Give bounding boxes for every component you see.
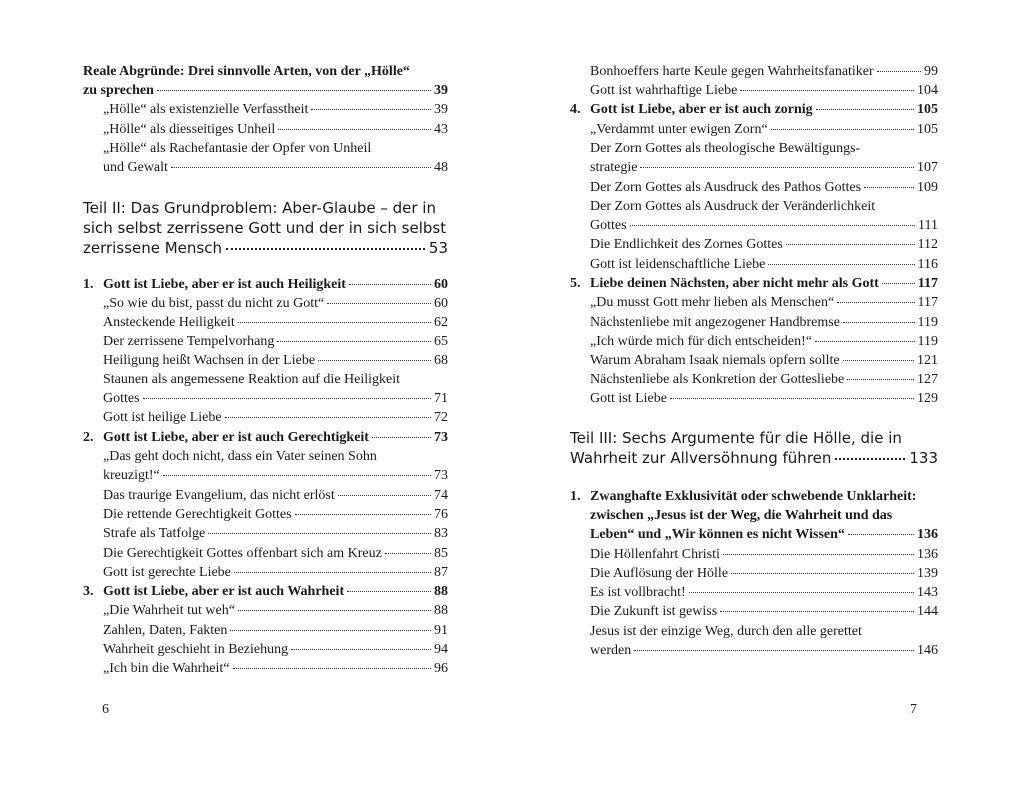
toc-entry-title: Ansteckende Heiligkeit <box>103 315 235 330</box>
toc-entry-page: 60 <box>434 296 448 311</box>
toc-entry-page: 129 <box>917 391 938 406</box>
toc-entry <box>103 158 448 177</box>
toc-entry-title: Die Gerechtigkeit Gottes offenbart sich am Kreuz <box>103 546 382 561</box>
toc-entry-page: 112 <box>917 237 938 252</box>
toc-entry-title: Gott ist heilige Liebe <box>103 410 222 425</box>
toc-entry-title: Wahrheit geschieht in Beziehung <box>103 642 289 657</box>
toc-entry-title: Teil III: Sechs Argumente für die Hölle, die in <box>570 429 902 447</box>
dot-leader <box>157 89 431 91</box>
page-number-left: 6 <box>102 702 109 717</box>
toc-entry <box>590 235 938 254</box>
chapter-number: 4. <box>570 102 581 117</box>
toc-entry <box>103 370 448 389</box>
toc-entry-title: sich selbst zerrissene Gott und der in sich selbst <box>83 219 447 237</box>
toc-entry-page: 133 <box>909 449 938 467</box>
toc-entry-title: Reale Abgründe: Drei sinnvolle Arten, von der „Hölle“ <box>83 64 410 79</box>
chapter-number: 1. <box>570 489 581 504</box>
dot-leader <box>372 436 431 438</box>
dot-leader <box>864 186 914 188</box>
toc-entry <box>590 525 938 544</box>
chapter-number: 1. <box>83 277 94 292</box>
toc-entry <box>103 389 448 408</box>
toc-entry <box>103 601 448 620</box>
dot-leader <box>171 166 431 168</box>
toc-entry-page: 60 <box>434 277 448 292</box>
toc-entry <box>590 583 938 602</box>
toc-entry <box>103 447 448 466</box>
toc-entry-page: 83 <box>434 526 448 541</box>
toc-entry <box>590 370 938 389</box>
toc-entry <box>590 274 938 293</box>
toc-entry-title: Staunen als angemessene Reaktion auf die Heiligkeit <box>103 372 401 387</box>
toc-entry-page: 65 <box>434 334 448 349</box>
toc-entry-page: 96 <box>434 661 448 676</box>
dot-leader <box>634 649 914 651</box>
toc-entry-title: Gott ist Liebe, aber er ist auch Wahrheit <box>103 584 345 599</box>
toc-entry-title: Teil II: Das Grundproblem: Aber-Glaube – der in <box>83 199 436 217</box>
chapter-number: 3. <box>83 584 94 599</box>
toc-entry <box>103 524 448 543</box>
toc-entry-page: 94 <box>434 642 448 657</box>
dot-leader <box>843 359 914 361</box>
toc-entry-title: „Hölle“ als existenzielle Verfasstheit <box>103 102 309 117</box>
toc-entry-title: „Die Wahrheit tut weh“ <box>103 603 235 618</box>
toc-entry <box>590 178 938 197</box>
dot-leader <box>670 397 914 399</box>
toc-entry-title: „Hölle“ als diesseitiges Unheil <box>103 122 276 137</box>
toc-entry-title: Gott ist wahrhaftige Liebe <box>590 83 738 98</box>
dot-leader <box>768 263 914 265</box>
dot-leader <box>349 283 431 285</box>
toc-entry-page: 74 <box>434 488 448 503</box>
toc-entry-title: Nächstenliebe mit angezogener Handbremse <box>590 315 840 330</box>
dot-leader <box>815 340 915 342</box>
toc-entry <box>590 255 938 274</box>
dot-leader <box>385 552 431 554</box>
toc-entry-page: 136 <box>917 527 938 542</box>
toc-entry-title: Es ist vollbracht! <box>590 585 686 600</box>
toc-entry <box>590 197 938 216</box>
toc-entry-title: Gottes <box>103 391 140 406</box>
toc-entry-page: 143 <box>917 585 938 600</box>
toc-entry <box>590 506 938 525</box>
dot-leader <box>230 629 431 631</box>
toc-entry <box>590 293 938 312</box>
toc-entry <box>103 100 448 119</box>
toc-entry-page: 88 <box>434 603 448 618</box>
toc-entry-title: „So wie du bist, passt du nicht zu Gott“ <box>103 296 325 311</box>
toc-entry-page: 105 <box>917 102 938 117</box>
dot-leader <box>720 610 914 612</box>
dot-leader <box>816 108 914 110</box>
dot-leader <box>640 166 914 168</box>
toc-entry-page: 117 <box>917 276 938 291</box>
toc-entry <box>590 120 938 139</box>
toc-entry-title: Gott ist Liebe <box>590 391 667 406</box>
toc-entry <box>103 275 448 294</box>
toc-entry <box>83 62 448 81</box>
toc-entry-page: 109 <box>917 180 938 195</box>
toc-entry-title: Die rettende Gerechtigkeit Gottes <box>103 507 292 522</box>
toc-entry <box>83 81 448 100</box>
toc-entry-page: 139 <box>917 566 938 581</box>
chapter-number: 2. <box>83 430 94 445</box>
toc-entry-title: und Gewalt <box>103 160 168 175</box>
toc-entry <box>103 428 448 447</box>
toc-entry-title: „Du musst Gott mehr lieben als Menschen“ <box>590 295 835 310</box>
toc-entry-page: 136 <box>917 547 938 562</box>
toc-entry-title: Nächstenliebe als Konkretion der Gottesliebe <box>590 372 845 387</box>
toc-entry <box>590 545 938 564</box>
toc-entry <box>103 408 448 427</box>
toc-entry-page: 88 <box>434 584 448 599</box>
dot-leader <box>837 301 914 303</box>
toc-entry-page: 111 <box>918 218 938 233</box>
toc-entry <box>103 544 448 563</box>
dot-leader <box>143 397 431 399</box>
toc-entry-page: 72 <box>434 410 448 425</box>
toc-entry-title: Der Zorn Gottes als Ausdruck der Veränderlichkeit <box>590 199 876 214</box>
toc-entry <box>103 486 448 505</box>
toc-entry <box>103 120 448 139</box>
toc-entry-title: Warum Abraham Isaak niemals opfern sollte <box>590 353 840 368</box>
dot-leader <box>630 224 915 226</box>
dot-leader <box>740 89 914 91</box>
toc-entry <box>103 563 448 582</box>
part-heading-line <box>570 428 938 449</box>
toc-entry <box>590 62 938 81</box>
toc-entry <box>590 389 938 408</box>
dot-leader <box>295 513 431 515</box>
toc-entry <box>103 466 448 485</box>
toc-entry-title: Gott ist Liebe, aber er ist auch zornig <box>590 102 813 117</box>
dot-leader <box>882 282 915 284</box>
page-number-right: 7 <box>910 702 917 717</box>
toc-entry <box>103 640 448 659</box>
toc-entry <box>103 332 448 351</box>
toc-entry-page: 105 <box>917 122 938 137</box>
toc-entry <box>590 641 938 660</box>
dot-leader <box>848 533 914 535</box>
toc-entry-title: Leben“ und „Wir können es nicht Wissen“ <box>590 527 845 542</box>
toc-entry <box>103 621 448 640</box>
dot-leader <box>877 70 921 72</box>
toc-entry-title: Gottes <box>590 218 627 233</box>
dot-leader <box>327 302 431 304</box>
dot-leader <box>347 590 431 592</box>
toc-entry-page: 48 <box>434 160 448 175</box>
toc-entry-title: „Hölle“ als Rachefantasie der Opfer von Unheil <box>103 141 372 156</box>
toc-entry-page: 127 <box>917 372 938 387</box>
toc-entry-page: 39 <box>434 102 448 117</box>
toc-entry-page: 43 <box>434 122 448 137</box>
toc-entry <box>590 332 938 351</box>
toc-entry-page: 85 <box>434 546 448 561</box>
dot-leader <box>277 340 431 342</box>
toc-entry-page: 121 <box>917 353 938 368</box>
toc-entry-title: Gott ist Liebe, aber er ist auch Heiligkeit <box>103 277 346 292</box>
toc-entry-page: 39 <box>434 83 448 98</box>
toc-entry-page: 71 <box>434 391 448 406</box>
chapter-number: 5. <box>570 276 581 291</box>
toc-entry <box>590 313 938 332</box>
part-heading-line <box>570 448 938 469</box>
toc-entry <box>103 294 448 313</box>
toc-entry <box>590 602 938 621</box>
toc-entry-title: Der Zorn Gottes als theologische Bewältigungs- <box>590 141 861 156</box>
toc-entry-title: Die Zukunft ist gewiss <box>590 604 718 619</box>
toc-entry <box>103 351 448 370</box>
toc-entry <box>590 564 938 583</box>
dot-leader <box>238 321 431 323</box>
toc-entry-title: werden <box>590 643 632 658</box>
toc-entry <box>590 158 938 177</box>
dot-leader <box>278 128 431 130</box>
toc-entry <box>590 100 938 119</box>
toc-entry-page: 73 <box>434 430 448 445</box>
toc-entry-title: Wahrheit zur Allversöhnung führen <box>570 449 832 467</box>
toc-entry-title: „Ich würde mich für dich entscheiden!“ <box>590 334 812 349</box>
toc-entry-page: 62 <box>434 315 448 330</box>
toc-entry-title: Strafe als Tatfolge <box>103 526 206 541</box>
toc-entry-page: 73 <box>434 468 448 483</box>
toc-entry-page: 146 <box>917 643 938 658</box>
toc-entry-title: Heiligung heißt Wachsen in der Liebe <box>103 353 316 368</box>
toc-entry-title: Das traurige Evangelium, das nicht erlöst <box>103 488 335 503</box>
dot-leader <box>238 609 431 611</box>
toc-entry-title: Der Zorn Gottes als Ausdruck des Pathos Gottes <box>590 180 862 195</box>
toc-entry-page: 68 <box>434 353 448 368</box>
toc-entry-title: Liebe deinen Nächsten, aber nicht mehr als Gott <box>590 276 879 291</box>
dot-leader <box>731 572 914 574</box>
dot-leader <box>771 128 914 130</box>
toc-entry-page: 117 <box>917 295 938 310</box>
toc-entry-title: Der zerrissene Tempelvorhang <box>103 334 275 349</box>
dot-leader <box>208 532 431 534</box>
toc-entry-title: kreuzigt!“ <box>103 468 160 483</box>
toc-entry <box>103 582 448 601</box>
toc-entry-title: Bonhoeffers harte Keule gegen Wahrheitsfanatiker <box>590 64 874 79</box>
part-heading-line <box>83 238 448 259</box>
dot-leader <box>311 108 431 110</box>
toc-entry-page: 104 <box>917 83 938 98</box>
toc-entry-title: Zwanghafte Exklusivität oder schwebende Unklarheit: <box>590 489 917 504</box>
part-heading-line <box>83 218 448 239</box>
toc-entry-page: 119 <box>917 334 938 349</box>
toc-entry-page: 76 <box>434 507 448 522</box>
toc-entry <box>103 313 448 332</box>
toc-entry-title: Die Höllenfahrt Christi <box>590 547 720 562</box>
dot-leader <box>291 648 431 650</box>
toc-entry <box>590 216 938 235</box>
dot-leader <box>234 571 431 573</box>
toc-entry <box>590 81 938 100</box>
toc-entry-title: zu sprechen <box>83 83 154 98</box>
toc-entry-page: 144 <box>917 604 938 619</box>
dot-leader <box>163 474 431 476</box>
dot-leader <box>723 553 914 555</box>
toc-entry-title: zerrissene Mensch <box>83 239 222 257</box>
toc-entry-page: 91 <box>434 623 448 638</box>
toc-entry <box>103 659 448 678</box>
dot-leader <box>843 321 915 323</box>
toc-entry <box>590 622 938 641</box>
dot-leader <box>835 457 905 460</box>
dot-leader <box>225 416 431 418</box>
toc-entry-page: 116 <box>917 257 938 272</box>
dot-leader <box>233 667 431 669</box>
toc-entry <box>590 139 938 158</box>
dot-leader <box>318 359 431 361</box>
toc-entry-title: Die Endlichkeit des Zornes Gottes <box>590 237 783 252</box>
toc-entry-title: Gott ist gerechte Liebe <box>103 565 231 580</box>
toc-entry-title: „Verdammt unter ewigen Zorn“ <box>590 122 768 137</box>
toc-entry-title: Die Auflösung der Hölle <box>590 566 729 581</box>
toc-entry-page: 107 <box>917 160 938 175</box>
dot-leader <box>338 494 431 496</box>
toc-entry <box>103 505 448 524</box>
toc-entry <box>590 487 938 506</box>
toc-entry-page: 53 <box>428 239 448 257</box>
toc-entry <box>590 351 938 370</box>
toc-entry-page: 119 <box>917 315 938 330</box>
dot-leader <box>226 247 425 250</box>
toc-entry-title: „Ich bin die Wahrheit“ <box>103 661 230 676</box>
toc-entry-title: Jesus ist der einzige Weg, durch den alle gerettet <box>590 624 862 639</box>
dot-leader <box>847 378 914 380</box>
toc-entry-page: 87 <box>434 565 448 580</box>
toc-entry-title: Gott ist Liebe, aber er ist auch Gerechtigkeit <box>103 430 369 445</box>
toc-entry-page: 99 <box>924 64 938 79</box>
toc-entry-title: Zahlen, Daten, Fakten <box>103 623 228 638</box>
toc-entry <box>103 139 448 158</box>
toc-entry-title: strategie <box>590 160 638 175</box>
dot-leader <box>689 591 914 593</box>
part-heading-line <box>83 198 448 219</box>
toc-entry-title: zwischen „Jesus ist der Weg, die Wahrheit und das <box>590 508 893 523</box>
dot-leader <box>786 243 915 245</box>
toc-entry-title: „Das geht doch nicht, dass ein Vater seinen Sohn <box>103 449 377 464</box>
toc-entry-title: Gott ist leidenschaftliche Liebe <box>590 257 766 272</box>
